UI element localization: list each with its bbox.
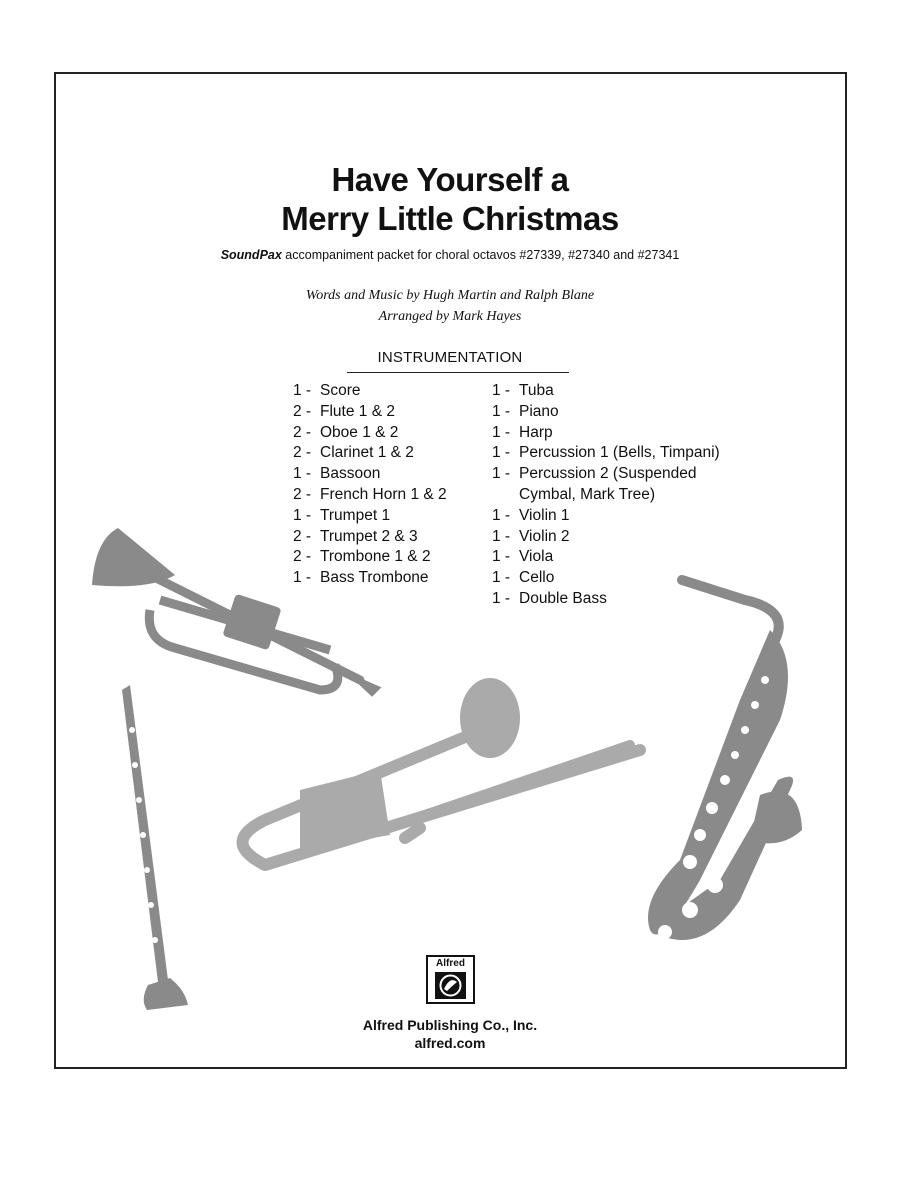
- instrument-name: Trumpet 2 & 3: [320, 527, 418, 545]
- logo-text: Alfred: [436, 958, 465, 969]
- instrument-name: Cymbal, Mark Tree): [519, 485, 656, 503]
- list-item: [492, 381, 720, 402]
- instrument-qty: 1 -: [492, 423, 511, 441]
- instrument-name: Bass Trombone: [320, 569, 429, 587]
- list-item: [492, 568, 720, 589]
- list-item: [492, 527, 720, 548]
- instrument-list-right: [492, 381, 720, 610]
- logo-emblem-icon: [435, 972, 466, 999]
- list-item: [492, 589, 720, 610]
- list-item: [492, 443, 720, 464]
- instrument-qty: 1 -: [293, 465, 312, 483]
- instrument-name: Percussion 1 (Bells, Timpani): [519, 444, 720, 462]
- list-item: [293, 485, 447, 506]
- trombone-icon: [243, 678, 641, 865]
- instrument-qty: 1 -: [492, 506, 511, 524]
- instrument-name: Score: [320, 382, 361, 399]
- instrument-qty: 1 -: [293, 506, 312, 524]
- list-item: [492, 547, 720, 568]
- list-item: [492, 506, 720, 527]
- subtitle: [0, 248, 900, 262]
- list-item: [492, 464, 720, 485]
- instrument-qty: 2 -: [293, 444, 312, 462]
- list-item: [492, 402, 720, 423]
- credit-arranged: Arranged by Mark Hayes: [378, 309, 522, 324]
- instrument-name: Clarinet 1 & 2: [320, 444, 414, 462]
- instrument-qty: [492, 485, 519, 506]
- instrument-qty: 1 -: [293, 569, 312, 587]
- instrument-qty: 2 -: [293, 423, 312, 441]
- instrument-qty: 1 -: [492, 589, 511, 607]
- instrument-qty: 1 -: [492, 548, 511, 566]
- list-item: [492, 485, 720, 506]
- instrument-qty: 2 -: [293, 485, 312, 503]
- saxophone-icon: [648, 580, 802, 940]
- instrument-qty: 2 -: [293, 527, 312, 545]
- instrument-qty: 1 -: [492, 444, 511, 462]
- publisher-url[interactable]: alfred.com: [414, 1035, 486, 1051]
- instrument-name: Cello: [519, 569, 555, 587]
- list-item: [293, 547, 447, 568]
- instrumentation-heading: INSTRUMENTATION: [377, 349, 523, 366]
- credit-words-music: Words and Music by Hugh Martin and Ralph Blane: [305, 288, 595, 303]
- instrument-name: Double Bass: [519, 589, 607, 607]
- instrument-qty: 1 -: [492, 402, 511, 420]
- instrument-name: Tuba: [519, 382, 554, 399]
- list-item: [293, 506, 447, 527]
- instrument-name: Violin 2: [519, 527, 570, 545]
- instrument-qty: 1 -: [492, 465, 511, 483]
- subtitle-brand: SoundPax: [220, 248, 282, 262]
- instrument-name: Piano: [519, 402, 559, 420]
- instrument-name: Flute 1 & 2: [320, 402, 395, 420]
- list-item: [293, 443, 447, 464]
- title-line-2: Merry Little Christmas: [281, 200, 619, 237]
- list-item: [293, 423, 447, 444]
- subtitle-text: accompaniment packet for choral octavos #27339, #27340 and #27341: [281, 248, 680, 262]
- list-item: [293, 568, 447, 589]
- instrument-qty: 1 -: [492, 527, 511, 545]
- instrument-qty: 2 -: [293, 548, 312, 566]
- instrument-name: French Horn 1 & 2: [320, 485, 447, 503]
- title-line-1: Have Yourself a: [331, 161, 569, 198]
- instrument-name: Percussion 2 (Suspended: [519, 465, 697, 483]
- list-item: [293, 527, 447, 548]
- instrument-list-left: [293, 381, 447, 589]
- instrument-qty: 1 -: [492, 382, 511, 399]
- alfred-logo: [426, 955, 475, 1004]
- clarinet-icon: [122, 685, 188, 1010]
- instrument-qty: 1 -: [492, 569, 511, 587]
- instrumentation-divider: [347, 372, 569, 373]
- instrument-qty: 1 -: [293, 382, 312, 399]
- publisher-name: Alfred Publishing Co., Inc.: [362, 1017, 538, 1033]
- list-item: [293, 381, 447, 402]
- instrument-name: Viola: [519, 548, 554, 566]
- instrument-qty: 2 -: [293, 402, 312, 420]
- instrument-name: Trumpet 1: [320, 506, 391, 524]
- list-item: [293, 402, 447, 423]
- instrument-name: Violin 1: [519, 506, 570, 524]
- instrument-name: Oboe 1 & 2: [320, 423, 399, 441]
- instrument-name: Bassoon: [320, 465, 381, 483]
- instrument-name: Trombone 1 & 2: [320, 548, 431, 566]
- list-item: [293, 464, 447, 485]
- list-item: [492, 423, 720, 444]
- instrument-name: Harp: [519, 423, 553, 441]
